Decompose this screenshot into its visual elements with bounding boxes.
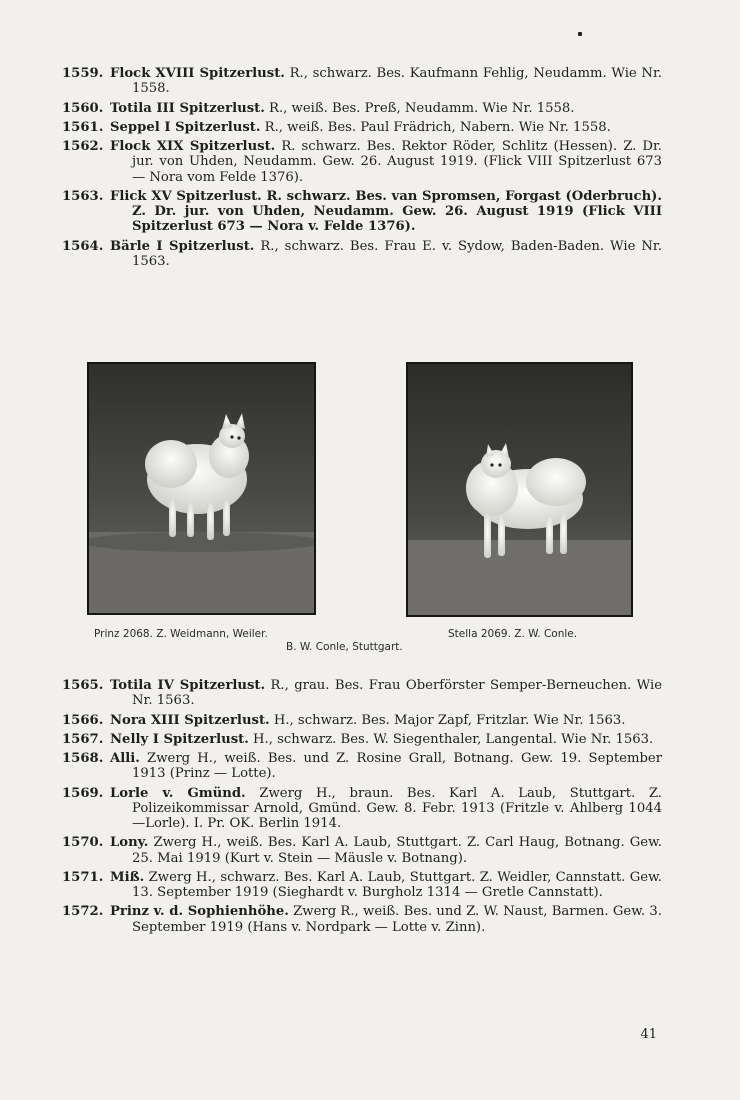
entry-number: 1570.: [62, 835, 104, 851]
entry-details: R., weiß. Bes. Paul Frädrich, Nabern. Wie Nr. 1558.: [260, 119, 611, 135]
entry-details: R. schwarz. Bes. Rektor Röder, Schlitz (Hessen). Z. Dr. jur. von Uhden, Neudamm. Gew. 26. August 1919. (Flick VIII Spitzerlust 673 — Nora vom Felde 1376).: [132, 139, 662, 185]
registry-entry: [62, 101, 662, 116]
registry-entry: [62, 751, 662, 781]
entry-number: 1559.: [62, 66, 104, 81]
entry-number: 1569.: [62, 785, 104, 801]
dog-name: Miß.: [110, 869, 145, 885]
entry-details: Zwerg H., braun. Bes. Karl A. Laub, Stuttgart. Z. Polizeikommissar Arnold, Gmünd. Gew. 8. Febr. 1913 (Fritzle v. Ahlberg 1044—Lorle). I. Pr. OK. Berlin 1914.: [132, 785, 662, 831]
entry-details: H., schwarz. Bes. W. Siegenthaler, Langental. Wie Nr. 1563.: [248, 731, 654, 747]
entry-details: R., schwarz. Bes. Frau E. v. Sydow, Baden-Baden. Wie Nr. 1563.: [132, 238, 662, 269]
entry-number: 1563.: [62, 188, 104, 204]
registry-entry: [62, 678, 662, 708]
dog-photo-right: [408, 364, 631, 615]
dog-name: Flock XIX Spitzerlust.: [110, 139, 276, 155]
dog-photo-left: [89, 364, 314, 613]
entry-number: 1564.: [62, 238, 104, 254]
dog-name: Lony.: [110, 835, 149, 851]
entry-number: 1571.: [62, 869, 104, 885]
registry-entry: [62, 189, 662, 235]
entry-number: 1560.: [62, 100, 104, 116]
caption-prinz: Prinz 2068. Z. Weidmann, Weiler.: [94, 628, 268, 640]
entry-details: Zwerg H., schwarz. Bes. Karl A. Laub, Stuttgart. Z. Weidler, Cannstatt. Gew. 13. September 1919 (Sieghardt v. Burgholz 1314 — Gretle Cannstatt).: [132, 869, 662, 900]
registry-entries-top: [62, 66, 662, 273]
dog-name: Nelly I Spitzerlust.: [110, 731, 249, 747]
registry-entry: [62, 139, 662, 185]
registry-entry: [62, 66, 662, 96]
entry-number: 1561.: [62, 119, 104, 135]
registry-entry: [62, 120, 662, 135]
registry-entry: [62, 835, 662, 865]
entry-details: Zwerg H., weiß. Bes. Karl A. Laub, Stuttgart. Z. Carl Haug, Botnang. Gew. 25. Mai 1919 (Kurt v. Stein — Mäusle v. Botnang).: [132, 835, 662, 866]
registry-entry: [62, 904, 662, 934]
registry-entry: [62, 713, 662, 728]
caption-stella: Stella 2069. Z. W. Conle.: [448, 628, 578, 640]
dog-name: Flock XVIII Spitzerlust.: [110, 66, 285, 81]
dog-name: Seppel I Spitzerlust.: [110, 119, 261, 135]
registry-entry: [62, 732, 662, 747]
entry-details: Zwerg R., weiß. Bes. und Z. W. Naust, Barmen. Gew. 3. September 1919 (Hans v. Nordpark — Lotte v. Zinn).: [132, 904, 662, 935]
photo-stella-2069: [406, 362, 633, 617]
entry-details: R., grau. Bes. Frau Oberförster Semper-Berneuchen. Wie Nr. 1563.: [132, 678, 662, 709]
entry-number: 1566.: [62, 712, 104, 728]
entry-number: 1562.: [62, 139, 104, 155]
dog-name: Prinz v. d. Sophienhöhe.: [110, 904, 289, 920]
registry-entry: [62, 786, 662, 832]
entry-number: 1572.: [62, 904, 104, 920]
entry-details: R., weiß. Bes. Preß, Neudamm. Wie Nr. 1558.: [264, 100, 575, 116]
entry-number: 1568.: [62, 751, 104, 767]
registry-entry: [62, 870, 662, 900]
dog-name: Bärle I Spitzerlust.: [110, 238, 255, 254]
dog-name: Flick XV Spitzerlust.: [110, 188, 262, 204]
registry-entry: [62, 239, 662, 269]
entry-details: Zwerg H., weiß. Bes. und Z. Rosine Grall, Botnang. Gew. 19. September 1913 (Prinz — Lotte).: [132, 751, 662, 782]
photo-prinz-2068: [87, 362, 316, 615]
caption-photographer: B. W. Conle, Stuttgart.: [286, 641, 403, 653]
entry-number: 1567.: [62, 731, 104, 747]
entry-details: H., schwarz. Bes. Major Zapf, Fritzlar. Wie Nr. 1563.: [269, 712, 626, 728]
dog-name: Nora XIII Spitzerlust.: [110, 712, 270, 728]
print-speck: [578, 32, 582, 36]
registry-entries-bottom: [62, 678, 662, 939]
dog-name: Totila IV Spitzerlust.: [110, 678, 266, 693]
entry-details: R. schwarz. Bes. van Spromsen, Forgast (Oderbruch). Z. Dr. jur. von Uhden, Neudamm. Gew. 26. August 1919 (Flick VIII Spitzerlust 673 — Nora v. Felde 1376).: [132, 188, 662, 235]
dog-name: Lorle v. Gmünd.: [110, 785, 246, 801]
entry-number: 1565.: [62, 678, 104, 693]
entry-details: R., schwarz. Bes. Kaufmann Fehlig, Neudamm. Wie Nr. 1558.: [132, 66, 662, 97]
dog-name: Totila III Spitzerlust.: [110, 100, 265, 116]
page-number: 41: [640, 1027, 657, 1042]
dog-name: Alli.: [110, 751, 140, 767]
